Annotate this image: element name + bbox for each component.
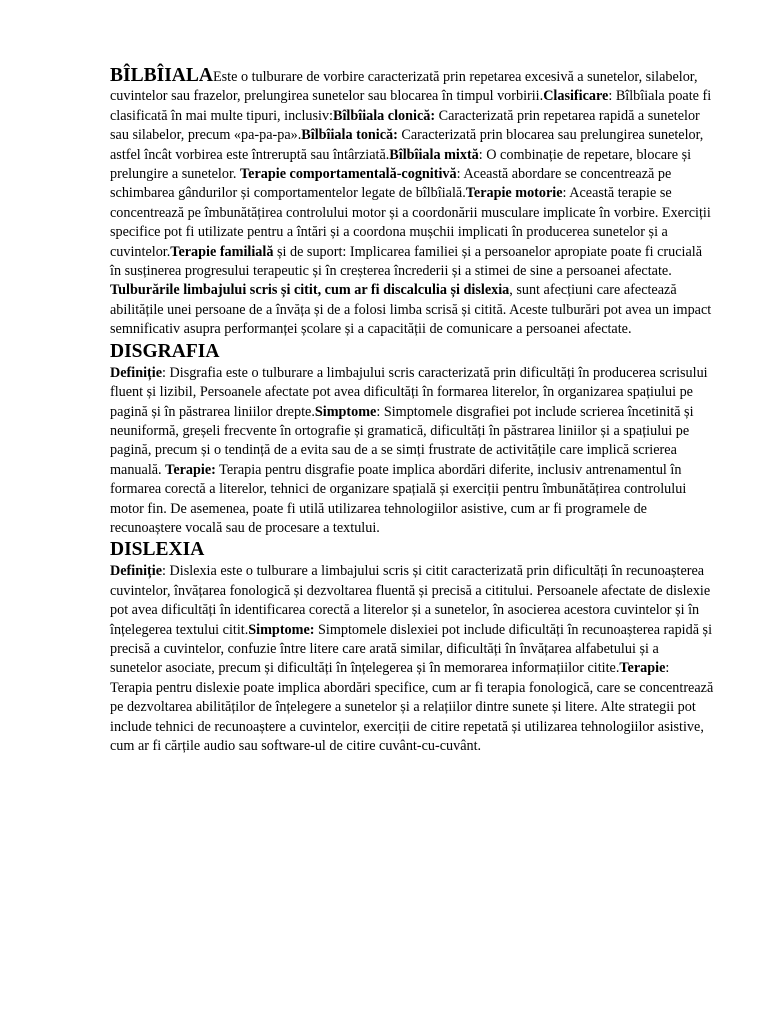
dislexia-paragraph [110,562,714,756]
classification-label: Clasificare [543,88,609,105]
dislexia-symptoms-label: Simptome: [248,621,315,638]
document-body [110,66,714,756]
tonic-text: Caracterizată prin blocarea sau prelungirea sunetelor, astfel încât vorbirea este întreruptă sau întârziată. [110,127,704,163]
bilbiiala-intro: Este o tulburare de vorbire caracterizată prin repetarea excesivă a sunetelor, silabelor, cuvintelor sau frazelor, prelungirea sunetelor sau blocarea în timpul vorbirii. [110,69,698,105]
dislexia-definition-label: Definiție [110,563,163,580]
motor-therapy-text: : Această terapie se concentrează pe îmbunătățirea controlului motor și a coordonării musculare implicate în vorbire. Exerciții specifice pot fi utilizate pentru a întări și a coordona mușchii implicati în producerea sunetelor și a cuvintelor. [110,185,711,260]
written-disorders-text: , sunt afecțiuni care afectează abilitățile unei persoane de a învăța și de a folosi limba scrisă și citită. Aceste tulburări pot avea un impact semnificativ asupra performanței școlare și a capacității de comunicare a persoanei afectate. [110,282,712,338]
bilbiiala-title: BÎLBÎIALA [110,65,213,86]
dislexia-symptoms-text: Simptomele dislexiei pot include dificultăți în recunoașterea rapidă și precisă a cuvintelor, confuzie între litere care arată similar, dificultăți în învățarea alfabetului și a sunetelor asociate, precum și dificultăți în înțelegerea și în memorarea informațiilor citite. [110,621,713,677]
clonic-text: Caracterizată prin repetarea rapidă a sunetelor sau silabelor, precum «pa-pa-pa». [110,107,700,144]
disgrafia-paragraph [110,364,714,539]
clonic-label: Bîlbîiala clonică: [333,107,436,124]
classification-text: : Bîlbîiala poate fi clasificată în mai multe tipuri, inclusiv: [110,88,712,124]
bilbiiala-paragraph [110,66,714,281]
family-therapy-label: Terapie familială [170,243,274,260]
mixed-label: Bîlbîiala mixtă [389,146,479,163]
cognitive-therapy-text: : Această abordare se concentrează pe schimbarea gândurilor și comportamentelor legate de bîlbîială. [110,166,672,202]
disgrafia-definition-label: Definiție [110,364,163,381]
motor-therapy-label: Terapie motorie [465,185,563,202]
disgrafia-symptoms-label: Simptome [314,403,377,420]
family-therapy-text: și de suport: Implicarea familiei și a persoanelor apropiate poate fi crucială în susținerea progresului terapeutic și în creșterea încrederii și a stimei de sine a persoanei afectate. [110,243,703,280]
disgrafia-therapy-text: Terapia pentru disgrafie poate implica abordări diferite, inclusiv antrenamentul în formarea corectă a literelor, tehnici de organizare spațială și exerciții pentru îmbunătățirea controlului motor fin. De asemenea, poate fi utilă utilizarea tehnologiilor asistive, cum ar fi programele de recunoaștere vocală sau de procesare a textului. [110,461,687,536]
dislexia-therapy-label: Terapie [619,660,666,677]
written-disorders-paragraph [110,281,714,339]
written-disorders-label: Tulburările limbajului scris și citit, cum ar fi discalculia și dislexia [110,282,510,299]
disgrafia-title: DISGRAFIA [110,340,220,362]
mixed-text: : O combinație de repetare, blocare și prelungire a sunetelor. [110,146,692,183]
disgrafia-definition-text: : Disgrafia este o tulburare a limbajului scris caracterizată prin dificultăți în producerea scrisului fluent și lizibil, Persoanele afectate pot avea dificultăți în formarea literelor, în organizarea spațiului pe pagină și în păstrarea liniilor drepte. [110,364,708,420]
dislexia-therapy-text: : Terapia pentru dislexie poate implica abordări specifice, cum ar fi terapia fonologică, care se concentrează pe dezvoltarea abilităților de înțelegere a sunetelor și a relațiilor dintre sunete și litere. Alte strategii pot include tehnici de recunoaștere a cuvintelor, exerciții de citire repetată și utilizarea tehnologiilor asistive, cum ar fi cărțile audio sau software-ul de citire cuvânt-cu-cuvânt. [110,660,714,754]
dislexia-title: DISLEXIA [110,539,205,561]
cognitive-therapy-label: Terapie comportamentală-cognitivă [240,166,457,183]
disgrafia-symptoms-text: : Simptomele disgrafiei pot include scrierea încetinită și neuniformă, greșeli frecvente în ortografie și gramatică, dificultăți în păstrarea liniilor și a spațiului pe pagină, precum și o tendință de a evita sau de a se simți frustrate de activitățile care implică scrierea manuală. [110,403,694,478]
dislexia-definition-text: : Dislexia este o tulburare a limbajului scris și citit caracterizată prin dificultăți în recunoașterea cuvintelor, învățarea fonologică și dezvoltarea fluentă și precisă a cititului. Persoanele afectate de dislexie pot avea dificultăți în identificarea corectă a literelor și a sunetelor, în asocierea acestora cuvintelor și în înțelegerea textului citit. [110,563,711,638]
disgrafia-therapy-label: Terapie: [165,461,216,478]
tonic-label: Bîlbîiala tonică: [301,127,398,144]
